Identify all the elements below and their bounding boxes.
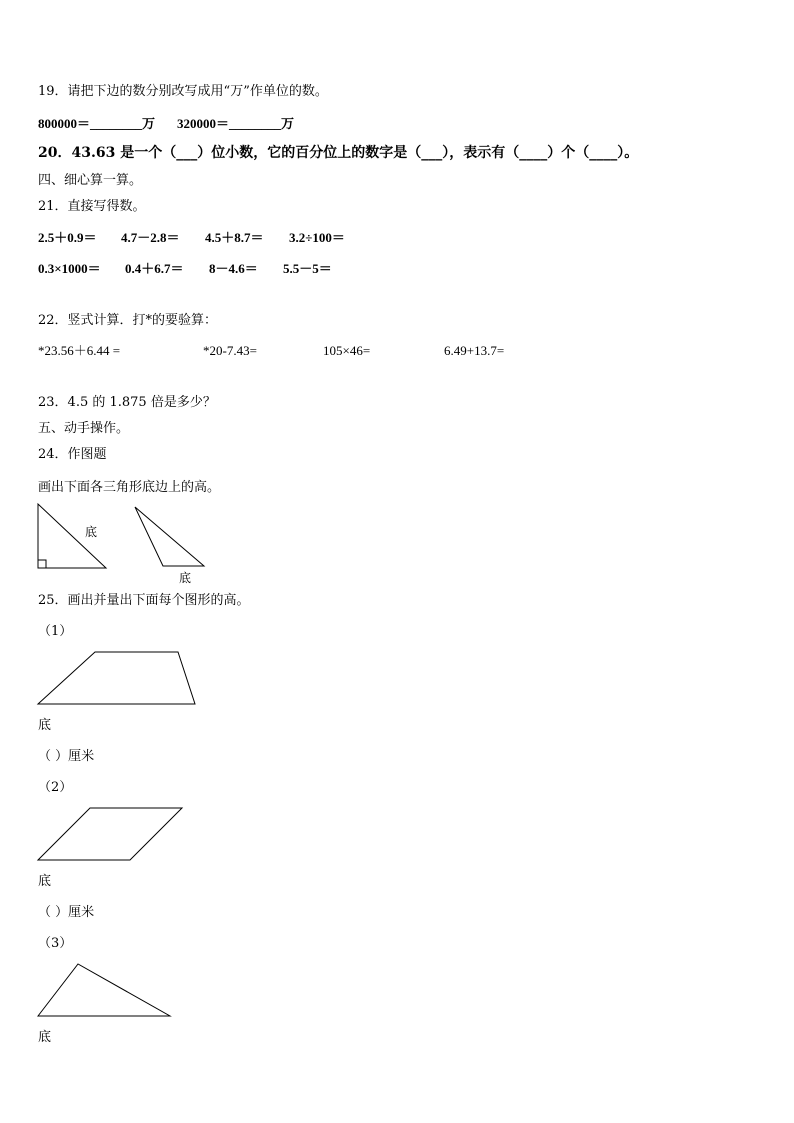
q23-text: 23．4.5 的 1.875 倍是多少？ <box>38 395 216 410</box>
q21-r2-c3: 8－4.6＝ <box>209 261 258 276</box>
q22-item3: 105×46= <box>323 343 371 358</box>
q19-item1: 800000＝________万 <box>38 116 156 131</box>
q25-part2-base: 底 <box>38 874 52 889</box>
q21-r2-c1: 0.3×1000＝ <box>38 261 101 276</box>
q19-item2: 320000＝________万 <box>177 116 295 131</box>
q21-title: 21．直接写得数。 <box>38 199 146 214</box>
q25-title: 25．画出并量出下面每个图形的高。 <box>38 593 250 608</box>
q22-title: 22．竖式计算．打*的要验算： <box>38 313 218 328</box>
q25-part3-base: 底 <box>38 1030 52 1045</box>
q25-part1-answer: （ ）厘米 <box>38 749 95 764</box>
section4-heading: 四、细心算一算。 <box>38 173 143 188</box>
q22-item1: *23.56＋6.44 = <box>38 343 121 358</box>
q25-part1-base: 底 <box>38 718 52 733</box>
q21-r1-c3: 4.5＋8.7＝ <box>205 230 264 245</box>
q19-title: 19．请把下边的数分别改写成用“万”作单位的数。 <box>38 84 328 99</box>
triangle2-base-label: 底 <box>179 571 192 585</box>
trapezoid <box>38 652 195 704</box>
q20-text: 20．43.63 是一个（___）位小数，它的百分位上的数字是（___），表示有（____）个（____）。 <box>38 145 639 161</box>
section5-heading: 五、动手操作。 <box>38 421 130 436</box>
triangle1-base-label: 底 <box>85 525 98 539</box>
obtuse-triangle <box>135 507 204 566</box>
q25-part2-answer: （ ）厘米 <box>38 905 95 920</box>
q25-part2-label: （2） <box>38 780 73 795</box>
q22-item2: *20-7.43= <box>203 343 257 358</box>
q24-instruction: 画出下面各三角形底边上的高。 <box>38 480 221 495</box>
right-angle-mark <box>38 560 46 568</box>
q21-r2-c4: 5.5－5＝ <box>283 261 332 276</box>
q25-part3-label: （3） <box>38 936 73 951</box>
q24-title: 24．作图题 <box>38 447 107 462</box>
q22-item4: 6.49+13.7= <box>444 343 505 358</box>
q25-part1-label: （1） <box>38 624 73 639</box>
parallelogram <box>38 808 182 860</box>
q21-r1-c1: 2.5＋0.9＝ <box>38 230 97 245</box>
q21-r2-c2: 0.4＋6.7＝ <box>125 261 184 276</box>
q21-r1-c2: 4.7－2.8＝ <box>121 230 180 245</box>
triangle-3 <box>38 964 170 1016</box>
q21-r1-c4: 3.2÷100＝ <box>289 230 345 245</box>
